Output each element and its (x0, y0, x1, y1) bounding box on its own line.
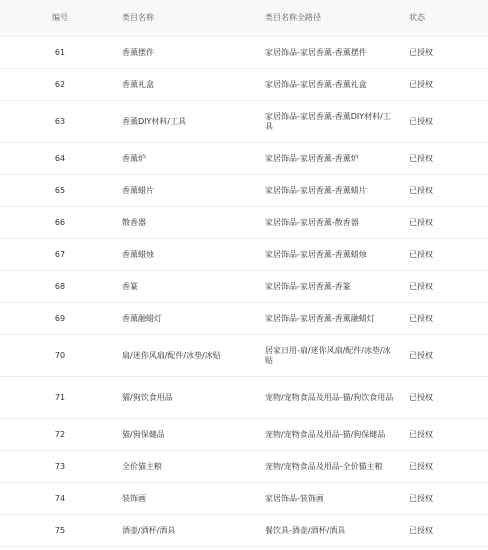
cell-category-name: 香薰蜡片 (122, 185, 154, 195)
table-row (0, 239, 488, 271)
cell-id (0, 282, 120, 292)
cell-status: 已授权 (409, 249, 433, 259)
cell-category-name: 香薰融蜡灯 (122, 313, 162, 323)
table-row (0, 515, 488, 547)
cell-category-name: 香薰炉 (122, 153, 146, 163)
cell-id-text: 67 (54, 249, 66, 259)
cell-id-text: 71 (54, 392, 66, 402)
cell-id-text: 64 (54, 153, 66, 163)
cell-category-path: 家居饰品-家居香薰-香篆 (265, 281, 351, 291)
cell-category-path: 宠物/宠物食品及用品-全价猫主粮 (265, 461, 383, 471)
cell-category-path: 家居饰品-家居香薰-香薰礼盒 (265, 79, 367, 89)
cell-id-text: 61 (54, 47, 66, 57)
cell-id (0, 154, 120, 164)
table-row (0, 377, 488, 419)
cell-category-name: 香篆 (122, 281, 138, 291)
table-row (0, 271, 488, 303)
cell-category-path: 家居饰品-家居香薰-香薰蜡烛 (265, 249, 367, 259)
cell-id (0, 494, 120, 504)
cell-id (0, 80, 120, 90)
cell-category-name: 香薰礼盒 (122, 79, 154, 89)
cell-id-text: 66 (54, 217, 66, 227)
cell-category-name: 散香器 (122, 217, 146, 227)
cell-category-path: 居家日用-扇/迷你风扇/配件/冰垫/冰贴 (265, 345, 391, 365)
table-row (0, 419, 488, 451)
cell-id (0, 250, 120, 260)
cell-status: 已授权 (409, 429, 433, 439)
cell-category-name: 猫/狗保健品 (122, 429, 165, 439)
cell-category-path: 家居饰品-家居香薰-香薰摆件 (265, 47, 367, 57)
cell-category-name: 扇/迷你风扇/配件/冰垫/冰贴 (122, 350, 221, 360)
header-status: 状态 (409, 13, 425, 22)
cell-category-path: 宠物/宠物食品及用品-猫/狗保健品 (265, 429, 386, 439)
cell-id (0, 462, 120, 472)
cell-category-path: 宠物/宠物食品及用品-猫/狗饮食用品 (265, 392, 394, 402)
cell-id (0, 186, 120, 196)
cell-id-text: 62 (54, 79, 66, 89)
cell-category-path: 家居饰品-家居香薰-香薰DIY材料/工具 (265, 111, 391, 131)
header-id: 编号 (52, 13, 68, 22)
cell-id (0, 393, 120, 403)
cell-status: 已授权 (409, 217, 433, 227)
cell-id (0, 526, 120, 536)
cell-status: 已授权 (409, 281, 433, 291)
cell-id-text: 72 (54, 429, 66, 439)
cell-category-name: 全价猫主粮 (122, 461, 162, 471)
cell-id-text: 73 (54, 461, 66, 471)
cell-category-path: 餐饮具-酒壶/酒杯/酒具 (265, 525, 346, 535)
table-row (0, 37, 488, 69)
cell-id-text: 63 (54, 116, 66, 126)
cell-status: 已授权 (409, 392, 433, 402)
cell-status: 已授权 (409, 47, 433, 57)
table-header (0, 0, 488, 37)
cell-status: 已授权 (409, 79, 433, 89)
cell-category-name: 香薰摆件 (122, 47, 154, 57)
cell-category-name: 香薰蜡烛 (122, 249, 154, 259)
cell-status: 已授权 (409, 153, 433, 163)
cell-status: 已授权 (409, 185, 433, 195)
table-row (0, 175, 488, 207)
table-row (0, 451, 488, 483)
cell-category-path: 家居饰品-家居香薰-散香器 (265, 217, 359, 227)
table-row (0, 335, 488, 377)
cell-id (0, 117, 120, 127)
cell-status: 已授权 (409, 313, 433, 323)
cell-status: 已授权 (409, 525, 433, 535)
table-row (0, 143, 488, 175)
cell-id (0, 48, 120, 58)
table-row (0, 483, 488, 515)
cell-id-text: 65 (54, 185, 66, 195)
table-row (0, 207, 488, 239)
table-body (0, 37, 488, 547)
cell-status: 已授权 (409, 350, 433, 360)
cell-category-name: 装饰画 (122, 493, 146, 503)
cell-id (0, 351, 120, 361)
cell-id-text: 70 (54, 350, 66, 360)
cell-id (0, 314, 120, 324)
cell-category-name: 猫/狗饮食用品 (122, 392, 173, 402)
header-category-path: 类目名称全路径 (265, 13, 321, 22)
table-row (0, 303, 488, 335)
cell-id-text: 69 (54, 313, 66, 323)
cell-status: 已授权 (409, 461, 433, 471)
table-row (0, 69, 488, 101)
cell-status: 已授权 (409, 493, 433, 503)
cell-category-name: 酒壶/酒杯/酒具 (122, 525, 176, 535)
header-category-name: 类目名称 (122, 13, 154, 22)
cell-id (0, 430, 120, 440)
cell-id-text: 74 (54, 493, 66, 503)
cell-category-path: 家居饰品-家居香薰-香薰炉 (265, 153, 359, 163)
cell-id-text: 68 (54, 281, 66, 291)
cell-id-text: 75 (54, 525, 66, 535)
cell-category-path: 家居饰品-家居香薰-香薰融蜡灯 (265, 313, 375, 323)
cell-category-name: 香薰DIY材料/工具 (122, 116, 187, 126)
table-row (0, 101, 488, 143)
cell-category-path: 家居饰品-家居香薰-香薰蜡片 (265, 185, 367, 195)
cell-category-path: 家居饰品-装饰画 (265, 493, 324, 503)
cell-id (0, 218, 120, 228)
cell-status: 已授权 (409, 116, 433, 126)
